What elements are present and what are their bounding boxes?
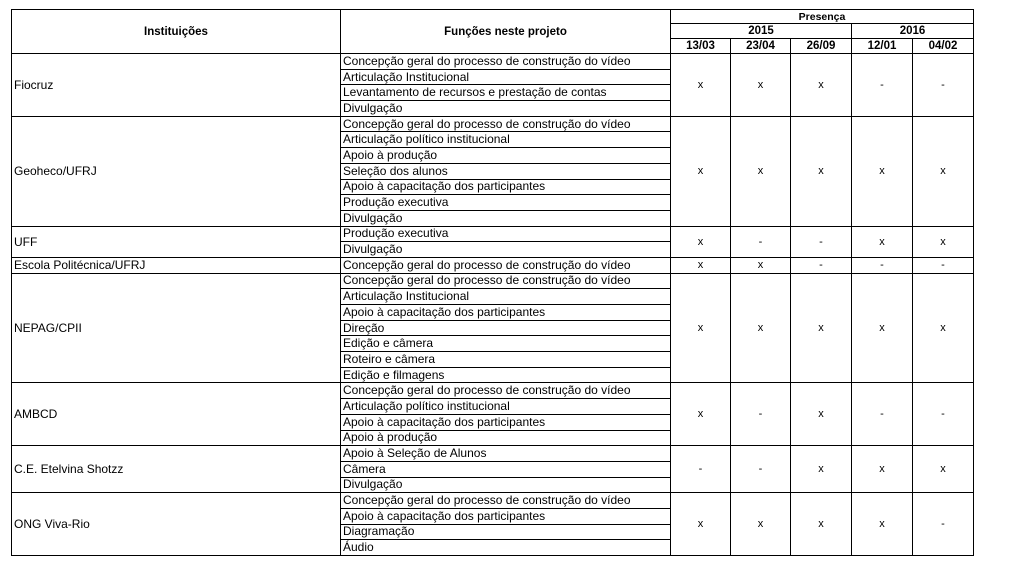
presence-cell: - bbox=[852, 54, 913, 117]
presence-cell: - bbox=[852, 383, 913, 446]
presence-cell: x bbox=[852, 493, 913, 556]
table-row bbox=[12, 446, 974, 462]
presence-header: Presença bbox=[671, 10, 974, 24]
presence-cell: x bbox=[791, 116, 852, 226]
presence-cell: x bbox=[671, 383, 731, 446]
presence-cell: x bbox=[852, 273, 913, 383]
presence-cell: x bbox=[731, 273, 791, 383]
table-row bbox=[12, 383, 974, 399]
table-row bbox=[12, 257, 974, 273]
date-header: 26/09 bbox=[791, 39, 852, 54]
table-row bbox=[12, 226, 974, 242]
function-cell: Concepção geral do processo de construção do vídeo bbox=[341, 273, 671, 289]
table-row bbox=[12, 54, 974, 70]
function-cell: Concepção geral do processo de construção do vídeo bbox=[341, 257, 671, 273]
participation-table bbox=[11, 9, 974, 556]
presence-cell: - bbox=[731, 383, 791, 446]
presence-cell: - bbox=[791, 257, 852, 273]
function-cell: Roteiro e câmera bbox=[341, 352, 671, 368]
presence-cell: x bbox=[791, 54, 852, 117]
presence-cell: - bbox=[913, 54, 974, 117]
year-header: 2015 bbox=[671, 24, 852, 39]
functions-header: Funções neste projeto bbox=[341, 10, 671, 54]
institution-cell: Escola Politécnica/UFRJ bbox=[12, 257, 341, 273]
function-cell: Concepção geral do processo de construção do vídeo bbox=[341, 116, 671, 132]
function-cell: Produção executiva bbox=[341, 226, 671, 242]
presence-cell: x bbox=[671, 493, 731, 556]
presence-cell: x bbox=[913, 226, 974, 257]
function-cell: Seleção dos alunos bbox=[341, 163, 671, 179]
presence-cell: x bbox=[791, 383, 852, 446]
function-cell: Concepção geral do processo de construção do vídeo bbox=[341, 54, 671, 70]
function-cell: Articulação Institucional bbox=[341, 69, 671, 85]
institution-cell: UFF bbox=[12, 226, 341, 257]
presence-cell: - bbox=[731, 446, 791, 493]
function-cell: Produção executiva bbox=[341, 195, 671, 211]
function-cell: Apoio à produção bbox=[341, 148, 671, 164]
function-cell: Câmera bbox=[341, 461, 671, 477]
presence-cell: - bbox=[852, 257, 913, 273]
presence-cell: x bbox=[731, 54, 791, 117]
date-header: 04/02 bbox=[913, 39, 974, 54]
function-cell: Divulgação bbox=[341, 101, 671, 117]
year-header: 2016 bbox=[852, 24, 974, 39]
presence-cell: x bbox=[731, 116, 791, 226]
table-row bbox=[12, 493, 974, 509]
table-body bbox=[12, 54, 974, 556]
presence-cell: x bbox=[791, 273, 852, 383]
presence-cell: - bbox=[791, 226, 852, 257]
table-row bbox=[12, 273, 974, 289]
presence-cell: x bbox=[913, 116, 974, 226]
presence-cell: x bbox=[671, 116, 731, 226]
presence-cell: x bbox=[852, 116, 913, 226]
presence-cell: x bbox=[731, 257, 791, 273]
function-cell: Apoio à capacitação dos participantes bbox=[341, 414, 671, 430]
function-cell: Concepção geral do processo de construção do vídeo bbox=[341, 383, 671, 399]
institution-cell: C.E. Etelvina Shotzz bbox=[12, 446, 341, 493]
function-cell: Levantamento de recursos e prestação de contas bbox=[341, 85, 671, 101]
function-cell: Diagramação bbox=[341, 524, 671, 540]
presence-cell: x bbox=[731, 493, 791, 556]
presence-cell: x bbox=[791, 446, 852, 493]
function-cell: Apoio à produção bbox=[341, 430, 671, 446]
presence-cell: - bbox=[913, 383, 974, 446]
institutions-header: Instituições bbox=[12, 10, 341, 54]
date-header: 12/01 bbox=[852, 39, 913, 54]
institution-cell: Geoheco/UFRJ bbox=[12, 116, 341, 226]
function-cell: Divulgação bbox=[341, 242, 671, 258]
function-cell: Edição e filmagens bbox=[341, 367, 671, 383]
presence-cell: x bbox=[852, 226, 913, 257]
date-header: 23/04 bbox=[731, 39, 791, 54]
date-header: 13/03 bbox=[671, 39, 731, 54]
function-cell: Articulação político institucional bbox=[341, 399, 671, 415]
table-header bbox=[12, 10, 974, 54]
presence-cell: - bbox=[913, 257, 974, 273]
presence-cell: x bbox=[852, 446, 913, 493]
presence-cell: x bbox=[913, 446, 974, 493]
institution-cell: Fiocruz bbox=[12, 54, 341, 117]
presence-cell: x bbox=[671, 257, 731, 273]
institution-cell: ONG Viva-Rio bbox=[12, 493, 341, 556]
presence-cell: x bbox=[913, 273, 974, 383]
function-cell: Direção bbox=[341, 320, 671, 336]
function-cell: Concepção geral do processo de construção do vídeo bbox=[341, 493, 671, 509]
function-cell: Articulação político institucional bbox=[341, 132, 671, 148]
table-row bbox=[12, 116, 974, 132]
presence-cell: - bbox=[731, 226, 791, 257]
function-cell: Articulação Institucional bbox=[341, 289, 671, 305]
institution-cell: NEPAG/CPII bbox=[12, 273, 341, 383]
presence-cell: - bbox=[913, 493, 974, 556]
presence-cell: x bbox=[671, 273, 731, 383]
function-cell: Áudio bbox=[341, 540, 671, 556]
function-cell: Apoio à capacitação dos participantes bbox=[341, 179, 671, 195]
presence-cell: - bbox=[671, 446, 731, 493]
function-cell: Edição e câmera bbox=[341, 336, 671, 352]
presence-cell: x bbox=[671, 226, 731, 257]
function-cell: Apoio à Seleção de Alunos bbox=[341, 446, 671, 462]
function-cell: Divulgação bbox=[341, 210, 671, 226]
institution-cell: AMBCD bbox=[12, 383, 341, 446]
function-cell: Apoio à capacitação dos participantes bbox=[341, 508, 671, 524]
function-cell: Divulgação bbox=[341, 477, 671, 493]
presence-cell: x bbox=[791, 493, 852, 556]
function-cell: Apoio à capacitação dos participantes bbox=[341, 305, 671, 321]
presence-cell: x bbox=[671, 54, 731, 117]
